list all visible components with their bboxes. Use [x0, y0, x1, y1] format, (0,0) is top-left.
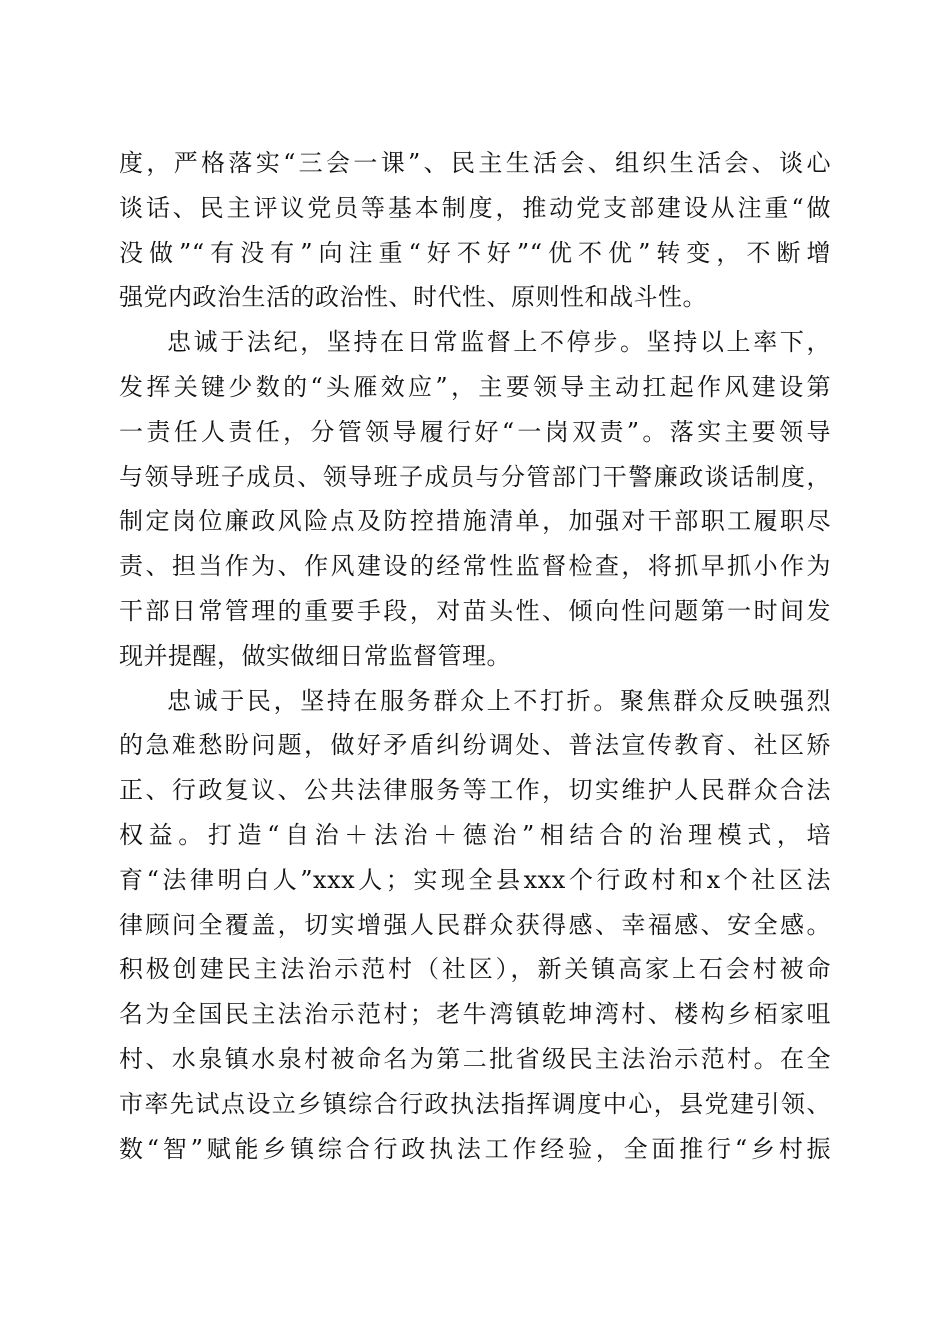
text-line: 的急难愁盼问题，做好矛盾纠纷调处、普法宣传教育、社区矫: [119, 731, 831, 760]
text-line: 发挥关键少数的“头雁效应”，主要领导主动扛起作风建设第: [119, 372, 831, 401]
text-line: 谈话、民主评议党员等基本制度，推动党支部建设从注重“做: [119, 193, 831, 222]
text-line: 积极创建民主法治示范村（社区），新关镇高家上石会村被命: [119, 955, 831, 984]
text-line: 育“法律明白人”xxx人；实现全县xxx个行政村和x个社区法: [119, 865, 831, 894]
text-line: 制定岗位廉政风险点及防控措施清单，加强对干部职工履职尽: [119, 507, 831, 536]
paragraph-start-line: 忠诚于法纪，坚持在日常监督上不停步。坚持以上率下，: [167, 328, 831, 357]
text-line: 责、担当作为、作风建设的经常性监督检查，将抓早抓小作为: [119, 552, 831, 581]
text-line: 权益。打造“自治＋法治＋德治”相结合的治理模式，培: [119, 820, 831, 849]
text-line: 正、行政复议、公共法律服务等工作，切实维护人民群众合法: [119, 776, 831, 805]
text-line: 数“智”赋能乡镇综合行政执法工作经验，全面推行“乡村振: [119, 1134, 831, 1163]
text-line: 干部日常管理的重要手段，对苗头性、倾向性问题第一时间发: [119, 596, 831, 625]
paragraph-start-line: 忠诚于民，坚持在服务群众上不打折。聚焦群众反映强烈: [167, 686, 831, 715]
text-line: 与领导班子成员、领导班子成员与分管部门干警廉政谈话制度，: [119, 462, 831, 491]
text-line: 一责任人责任，分管领导履行好“一岗双责”。落实主要领导: [119, 417, 831, 446]
text-line: 没做”“有没有”向注重“好不好”“优不优”转变，不断增: [119, 238, 831, 267]
body-text: [119, 141, 831, 1171]
text-line: 律顾问全覆盖，切实增强人民群众获得感、幸福感、安全感。: [119, 910, 831, 939]
text-line: 度，严格落实“三会一课”、民主生活会、组织生活会、谈心: [119, 149, 831, 177]
text-line: 村、水泉镇水泉村被命名为第二批省级民主法治示范村。在全: [119, 1044, 831, 1073]
text-line: 市率先试点设立乡镇综合行政执法指挥调度中心，县党建引领、: [119, 1089, 831, 1118]
text-line: 现并提醒，做实做细日常监督管理。: [119, 641, 511, 670]
text-line: 强党内政治生活的政治性、时代性、原则性和战斗性。: [119, 283, 707, 312]
text-line: 名为全国民主法治示范村；老牛湾镇乾坤湾村、楼构乡栢家咀: [119, 1000, 831, 1029]
